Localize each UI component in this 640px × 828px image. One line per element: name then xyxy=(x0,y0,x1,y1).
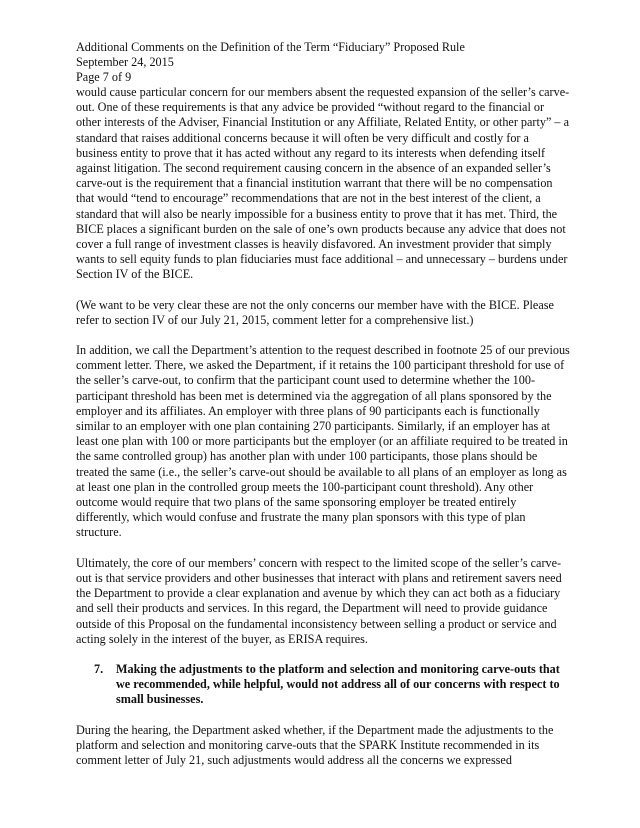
section-heading-7 xyxy=(94,662,572,708)
section-number: 7. xyxy=(94,661,104,676)
section-heading-text: Making the adjustments to the platform and selection and monitoring carve-outs that we recommended, while helpful, would not address all of our concerns with respect to small businesses. xyxy=(116,661,560,707)
paragraph-4: Ultimately, the core of our members’ concern with respect to the limited scope of the seller’s carve-out is that service providers and other businesses that interact with plans and retirement savers need the Department to provide a clear explanation and avenue by which they can act both as a fiduciary and sell their products and services. In this regard, the Department will need to provide guidance outside of this Proposal on the fundamental inconsistency between selling a product or service and acting solely in the interest of the buyer, as ERISA requires. xyxy=(76,555,562,646)
paragraph-1: would cause particular concern for our members absent the requested expansion of the seller’s carve-out. One of these requirements is that any advice be provided “without regard to the financial or other interests of the Adviser, Financial Institution or any Affiliate, Related Entity, or other party” – a standard that raises additional concerns because it will often be very difficult and costly for a business entity to prove that it has acted without any regard to its interests when defending itself against litigation. The second requirement causing concern in the absence of an expanded seller’s carve-out is the requirement that a financial institution warrant that there will be no compensation that would “tend to encourage” recommendations that are not in the best interest of the client, a standard that will also be nearly impossible for a business entity to prove that it has met. Third, the BICE places a significant burden on the sale of one’s own products because any advice that does not cover a full range of investment classes is heavily disfavored. An investment provider that simply wants to sell equity funds to plan fiduciaries must face additional – and unnecessary – burdens under Section IV of the BICE. xyxy=(76,85,570,282)
paragraph-2: (We want to be very clear these are not the only concerns our member have with the BICE. Please refer to section IV of our July 21, 2015, comment letter for a comprehensive list.) xyxy=(76,297,554,327)
document-page xyxy=(76,40,572,768)
document-title: Additional Comments on the Definition of the Term “Fiduciary” Proposed Rule xyxy=(76,40,465,54)
document-date: September 24, 2015 xyxy=(76,55,174,69)
paragraph-3: In addition, we call the Department’s attention to the request described in footnote 25 of our previous comment letter. There, we asked the Department, if it retains the 100 participant threshold for use of the seller’s carve-out, to confirm that the participant count used to determine whether the 100-participant threshold has been met is determined via the aggregation of all plans sponsored by the employer and its affiliates. An employer with three plans of 90 participants each is functionally similar to an employer with one plan containing 270 participants. Similarly, if an employer has at least one plan with 100 or more participants but the employer (or an affiliate required to be treated in the same controlled group) has another plan with under 100 participants, those plans should be treated the same (i.e., the seller’s carve-out should be available to all plans of an employer as long as at least one plan in the controlled group meets the 100-participant count threshold). Any other outcome would require that two plans of the same sponsoring employer be treated entirely differently, which would confuse and frustrate the many plan sponsors with this type of plan structure. xyxy=(76,343,570,540)
paragraph-5: During the hearing, the Department asked whether, if the Department made the adjustments to the platform and selection and monitoring carve-outs that the SPARK Institute recommended in its comment letter of July 21, such adjustments would address all the concerns we expressed xyxy=(76,722,554,767)
page-number: Page 7 of 9 xyxy=(76,70,132,84)
